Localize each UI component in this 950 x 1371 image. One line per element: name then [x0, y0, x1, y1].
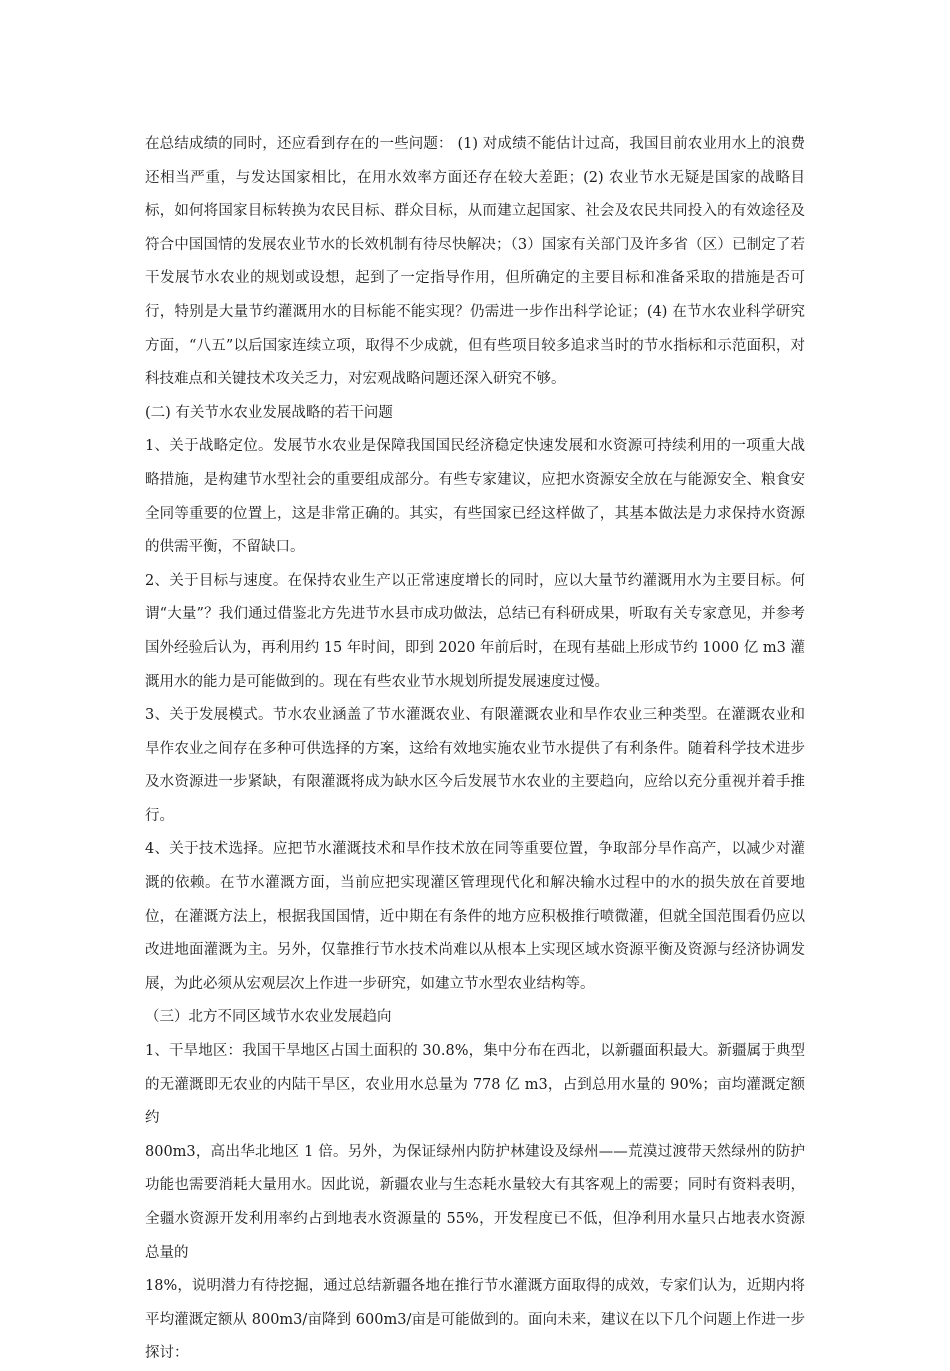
paragraph-arid-region-part-2: 800m3，高出华北地区 1 倍。另外，为保证绿州内防护林建设及绿州——荒漠过渡带天然绿州的防护功能也需要消耗大量用水。因此说，新疆农业与生态耗水量较大有其客观上的需要；同时有资料表明，全疆水资源开发利用率约占到地表水资源量的 55%，开发程度已不低，但净利用水量只占地表水资源总量的 — [145, 1143, 805, 1261]
paragraph-technology-choice: 4、关于技术选择。应把节水灌溉技术和旱作技术放在同等重要位置，争取部分旱作高产，以减少对灌溉的依赖。在节水灌溉方面，当前应把实现灌区管理现代化和解决输水过程中的水的损失放在首要地位，在灌溉方法上，根据我国国情，近中期在有条件的地方应积极推行喷微灌，但就全国范围看仍应以改进地面灌溉为主。另外，仅靠推行节水技术尚难以从根本上实现区域水资源平衡及资源与经济协调发展，为此必须从宏观层次上作进一步研究，如建立节水型农业结构等。 — [145, 841, 805, 992]
paragraph-problems: 在总结成绩的同时，还应看到存在的一些问题： (1) 对成绩不能估计过高，我国目前农业用水上的浪费还相当严重，与发达国家相比，在用水效率方面还存在较大差距；(2) 农业节水无疑是国家的战略目标，如何将国家目标转换为农民目标、群众目标，从而建立起国家、社会及农民共同投入的有效途径及符合中国国情的发展农业节水的长效机制有待尽快解决；（3）国家有关部门及许多省（区）已制定了若干发展节水农业的规划或设想，起到了一定指导作用，但所确定的主要目标和准备采取的措施是否可行，特别是大量节约灌溉用水的目标能不能实现？仍需进一步作出科学论证；(4) 在节水农业科学研究方面，“八五”以后国家连续立项，取得不少成就，但有些项目较多追求当时的节水指标和示范面积，对科技难点和关键技术攻关乏力，对宏观战略问题还深入研究不够。 — [145, 136, 805, 388]
paragraph-arid-region-part-3: 18%，说明潜力有待挖掘，通过总结新疆各地在推行节水灌溉方面取得的成效，专家们认为，近期内将平均灌溉定额从 800m3/亩降到 600m3/亩是可能做到的。面向未来，建议在以下几个问题上作进一步探讨： — [145, 1278, 805, 1362]
paragraph-development-model: 3、关于发展模式。节水农业涵盖了节水灌溉农业、有限灌溉农业和旱作农业三种类型。在灌溉农业和旱作农业之间存在多种可供选择的方案，这给有效地实施农业节水提供了有利条件。随着科学技术进步及水资源进一步紧缺，有限灌溉将成为缺水区今后发展节水农业的主要趋向，应给以充分重视并着手推行。 — [145, 707, 805, 824]
section-heading-2: (二) 有关节水农业发展战略的若干问题 — [145, 404, 393, 421]
document-body — [145, 128, 805, 1371]
paragraph-strategic-positioning: 1、关于战略定位。发展节水农业是保障我国国民经济稳定快速发展和水资源可持续利用的一项重大战略措施，是构建节水型社会的重要组成部分。有些专家建议，应把水资源安全放在与能源安全、粮食安全同等重要的位置上，这是非常正确的。其实，有些国家已经这样做了，其基本做法是力求保持水资源的供需平衡，不留缺口。 — [145, 438, 805, 556]
section-heading-3: （三）北方不同区域节水农业发展趋向 — [145, 1009, 392, 1026]
paragraph-arid-region-part-1: 1、干旱地区：我国干旱地区占国土面积的 30.8%，集中分布在西北，以新疆面积最大。新疆属于典型的无灌溉即无农业的内陆干旱区，农业用水总量为 778 亿 m3，占到总用水量的 90%；亩均灌溉定额约 — [145, 1043, 805, 1127]
paragraph-goals-and-speed: 2、关于目标与速度。在保持农业生产以正常速度增长的同时，应以大量节约灌溉用水为主要目标。何谓“大量”？我们通过借鉴北方先进节水县市成功做法，总结已有科研成果，听取有关专家意见，并参考国外经验后认为，再利用约 15 年时间，即到 2020 年前后时，在现有基础上形成节约 1000 亿 m3 灌溉用水的能力是可能做到的。现在有些农业节水规划所提发展速度过慢。 — [145, 572, 805, 690]
